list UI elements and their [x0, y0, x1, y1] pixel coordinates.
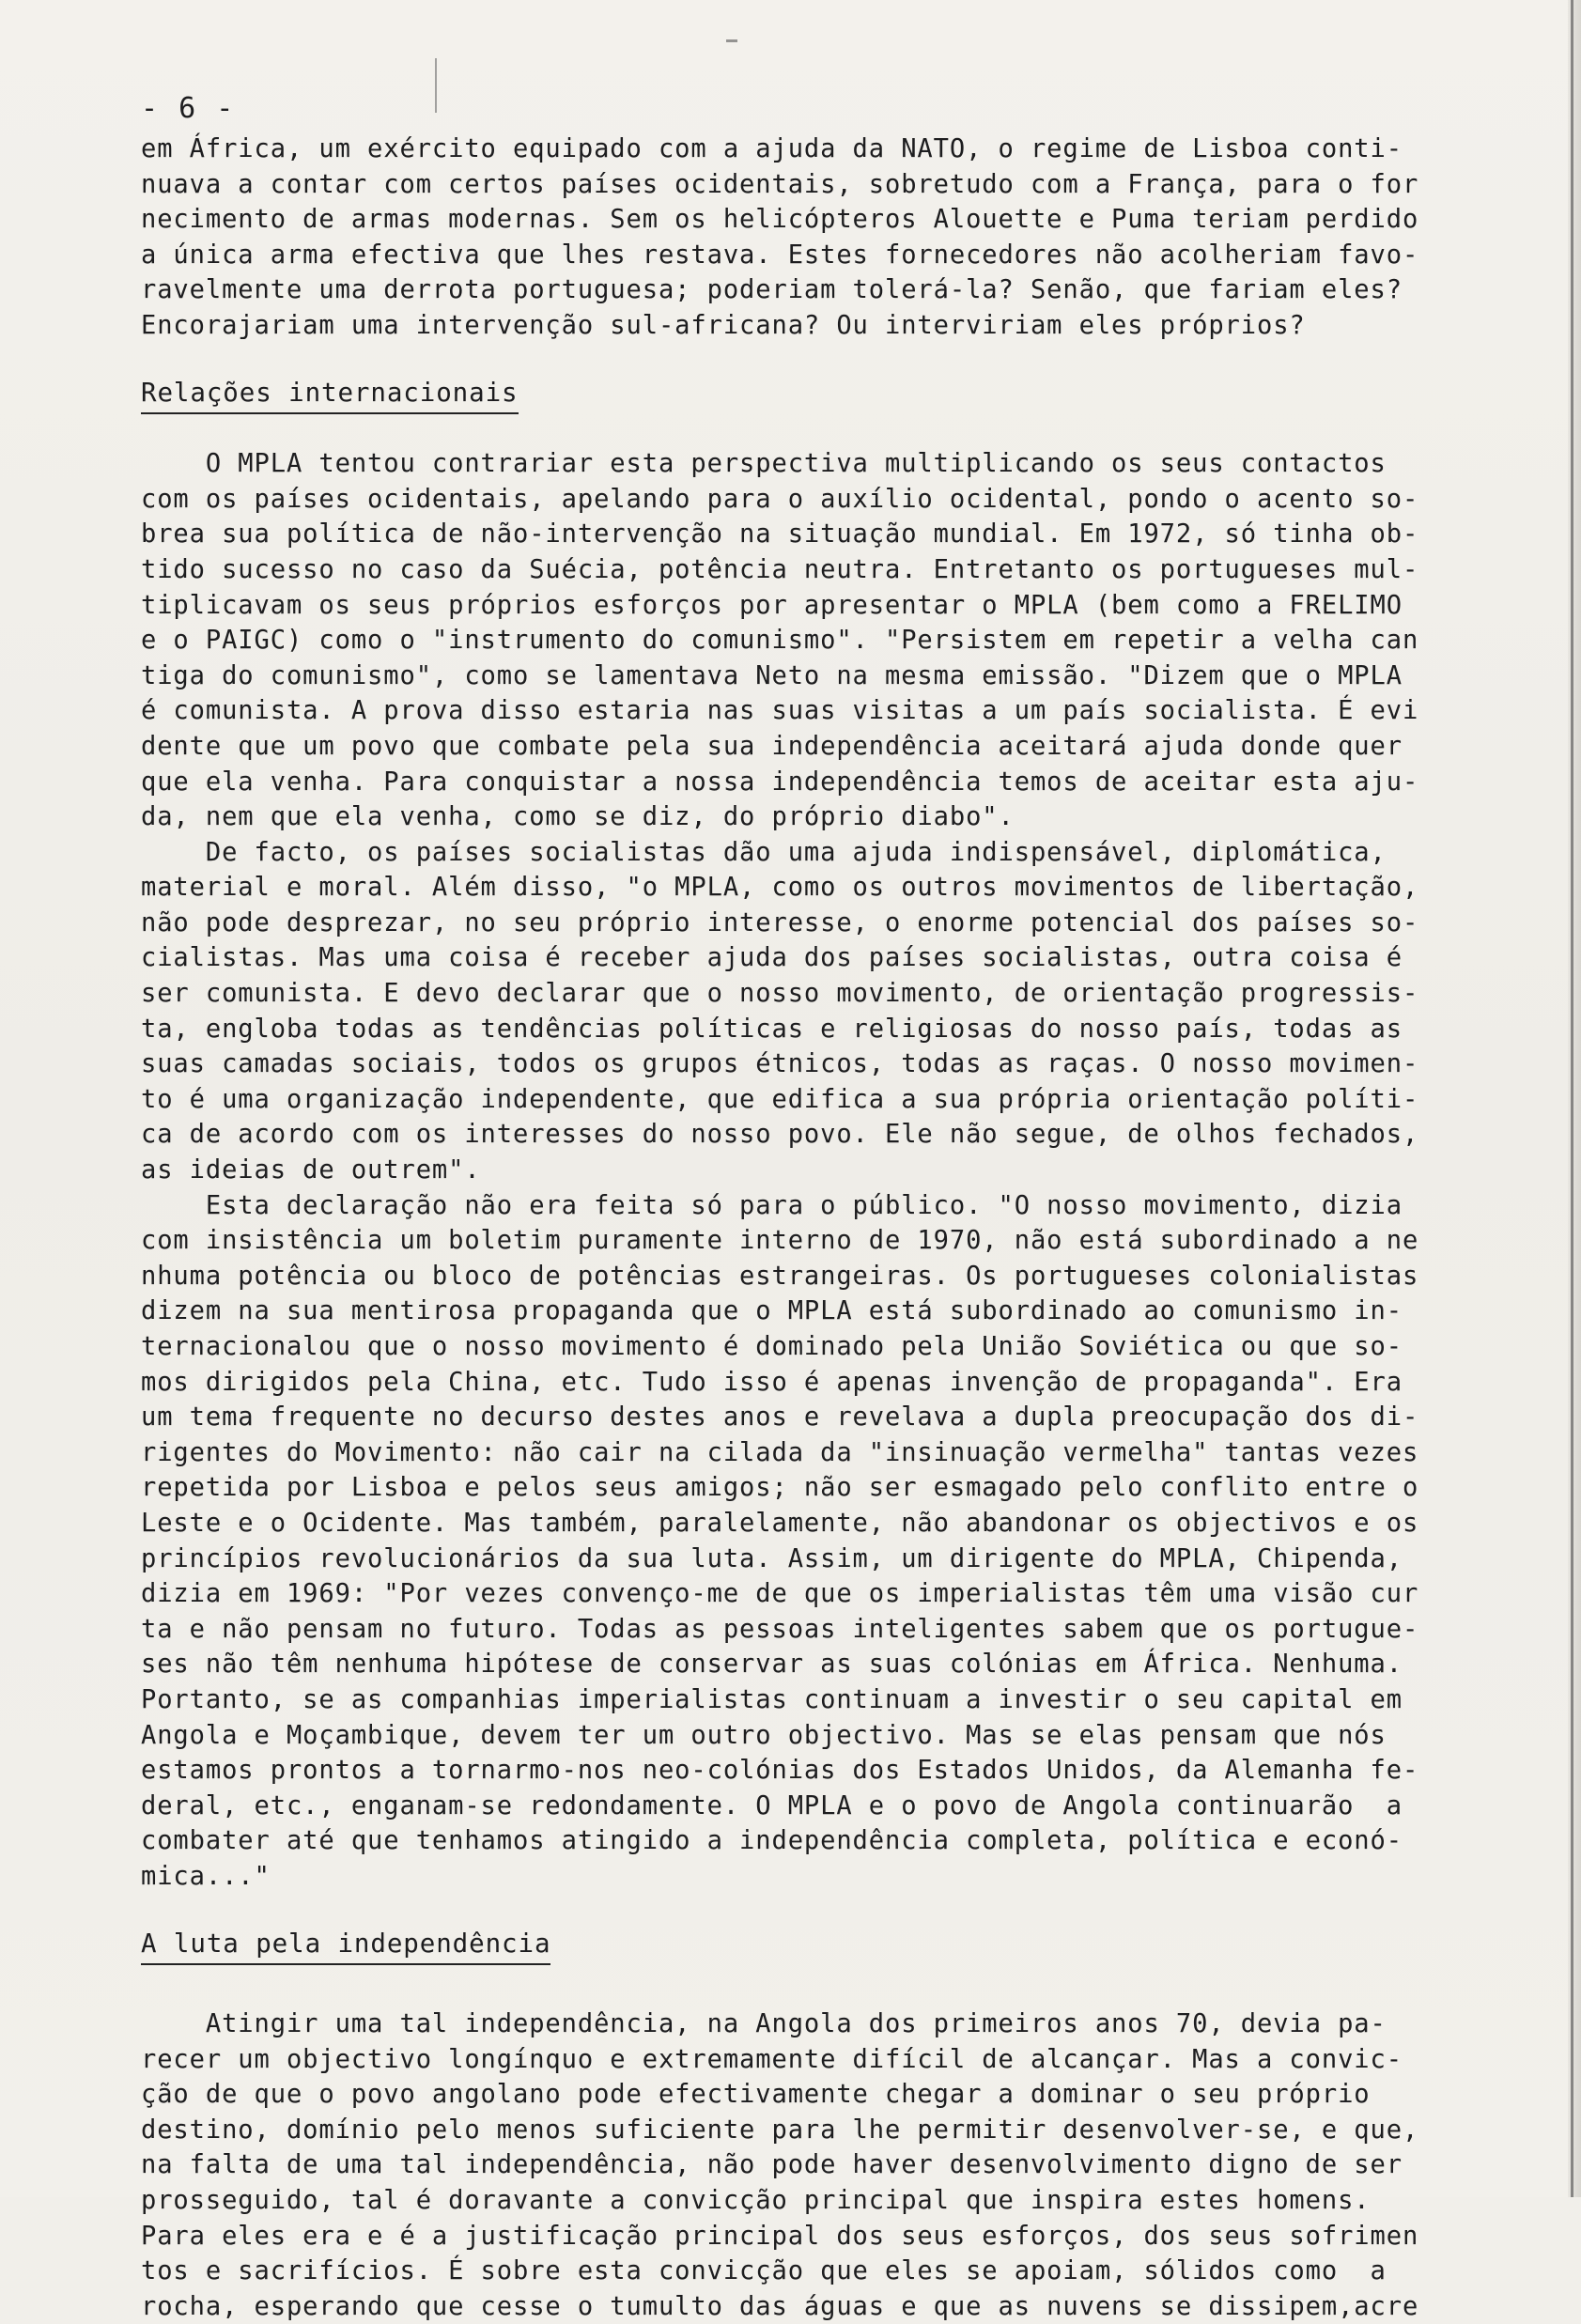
text-line: mos dirigidos pela China, etc. Tudo isso é apenas invenção de propaganda". Era — [141, 1366, 1403, 1397]
text-line: prosseguido, tal é doravante a convicção principal que inspira estes homens. — [141, 2185, 1371, 2216]
text-line: um tema frequente no decurso destes anos e revelava a dupla preocupação dos di- — [141, 1402, 1419, 1433]
text-line: não pode desprezar, no seu próprio interesse, o enorme potencial dos países so- — [141, 906, 1419, 937]
text-line: ser comunista. E devo declarar que o nosso movimento, de orientação progressis- — [141, 978, 1419, 1009]
text-line: Leste e o Ocidente. Mas também, paralelamente, não abandonar os objectivos e os — [141, 1507, 1419, 1538]
text-line: com os países ocidentais, apelando para o auxílio ocidental, pondo o acento so- — [141, 483, 1419, 514]
text-line: tido sucesso no caso da Suécia, potência neutra. Entretanto os portugueses mul- — [141, 553, 1419, 584]
document-body — [141, 132, 1512, 2324]
text-line: Atingir uma tal independência, na Angola dos primeiros anos 70, devia pa- — [141, 2008, 1387, 2039]
text-line: dente que um povo que combate pela sua independência aceitará ajuda donde quer — [141, 730, 1403, 761]
text-line: De facto, os países socialistas dão uma ajuda indispensável, diplomática, — [141, 836, 1387, 867]
text-line: ravelmente uma derrota portuguesa; poderiam tolerá-la? Senão, que fariam eles? — [141, 274, 1403, 305]
text-line: suas camadas sociais, todos os grupos étnicos, todas as raças. O nosso movimen- — [141, 1048, 1419, 1079]
paper-dash-mark — [726, 39, 737, 42]
text-line: tiplicavam os seus próprios esforços por apresentar o MPLA (bem como a FRELIMO — [141, 589, 1403, 620]
text-line: O MPLA tentou contrariar esta perspectiva multiplicando os seus contactos — [141, 448, 1387, 479]
text-line: com insistência um boletim puramente interno de 1970, não está subordinado a ne — [141, 1225, 1419, 1256]
paragraph-arms-supply — [141, 132, 1512, 344]
paragraph-pursuit-of-independence — [141, 2006, 1512, 2324]
text-line: recer um objectivo longínquo e extremamente difícil de alcançar. Mas a convic- — [141, 2043, 1403, 2074]
paper-crease-mark — [435, 58, 437, 113]
paragraph-western-contacts — [141, 446, 1512, 835]
text-line: deral, etc., enganam-se redondamente. O MPLA e o povo de Angola continuarão a — [141, 1789, 1403, 1820]
text-line: to é uma organização independente, que edifica a sua própria orientação políti- — [141, 1083, 1419, 1114]
text-line: destino, domínio pelo menos suficiente para lhe permitir desenvolver-se, e que, — [141, 2114, 1419, 2145]
text-line: repetida por Lisboa e pelos seus amigos; não ser esmagado pelo conflito entre o — [141, 1472, 1419, 1503]
text-line: Esta declaração não era feita só para o público. "O nosso movimento, dizia — [141, 1189, 1403, 1220]
text-line: que ela venha. Para conquistar a nossa independência temos de aceitar esta aju- — [141, 766, 1419, 797]
text-line: e o PAIGC) como o "instrumento do comunismo". "Persistem em repetir a velha can — [141, 625, 1419, 656]
text-line: material e moral. Além disso, "o MPLA, como os outros movimentos de libertação, — [141, 872, 1419, 903]
text-line: nuava a contar com certos países ocidentais, sobretudo com a França, para o for — [141, 168, 1419, 199]
text-line: necimento de armas modernas. Sem os helicópteros Alouette e Puma teriam perdido — [141, 204, 1419, 235]
text-line: dizem na sua mentirosa propaganda que o MPLA está subordinado ao comunismo in- — [141, 1295, 1403, 1326]
section-heading-international-relations: Relações internacionais — [141, 376, 519, 415]
page-number: - 6 - — [141, 92, 236, 125]
paragraph-independent-declaration — [141, 1188, 1512, 1895]
text-line: Encorajariam uma intervenção sul-africana? Ou interviriam eles próprios? — [141, 309, 1306, 340]
text-line: a única arma efectiva que lhes restava. Estes fornecedores não acolheriam favo- — [141, 239, 1419, 270]
text-line: nhuma potência ou bloco de potências estrangeiras. Os portugueses colonialistas — [141, 1260, 1419, 1291]
text-line: dizia em 1969: "Por vezes convenço-me de que os imperialistas têm uma visão cur — [141, 1578, 1419, 1609]
paragraph-socialist-aid — [141, 835, 1512, 1188]
text-line: Portanto, se as companhias imperialistas continuam a investir o seu capital em — [141, 1683, 1403, 1714]
page-edge-line — [1571, 0, 1573, 2197]
text-line: estamos prontos a tornarmo-nos neo-colónias dos Estados Unidos, da Alemanha fe- — [141, 1755, 1419, 1786]
text-line: rocha, esperando que cesse o tumulto das águas e que as nuvens se dissipem,acre — [141, 2290, 1419, 2321]
text-line: combater até que tenhamos atingido a independência completa, política e econó- — [141, 1825, 1403, 1856]
text-line: rigentes do Movimento: não cair na cilada da "insinuação vermelha" tantas vezes — [141, 1436, 1419, 1467]
text-line: em África, um exército equipado com a ajuda da NATO, o regime de Lisboa conti- — [141, 133, 1403, 163]
text-line: ca de acordo com os interesses do nosso povo. Ele não segue, de olhos fechados, — [141, 1119, 1419, 1150]
text-line: é comunista. A prova disso estaria nas suas visitas a um país socialista. É evi — [141, 695, 1419, 726]
text-line: princípios revolucionários da sua luta. Assim, um dirigente do MPLA, Chipenda, — [141, 1542, 1403, 1573]
section-heading-independence-struggle: A luta pela independência — [141, 1927, 550, 1966]
text-line: tos e sacrifícios. É sobre esta convicção que eles se apoiam, sólidos como a — [141, 2255, 1387, 2286]
text-line: as ideias de outrem". — [141, 1154, 481, 1185]
text-line: cialistas. Mas uma coisa é receber ajuda dos países socialistas, outra coisa é — [141, 942, 1403, 973]
text-line: Para eles era e é a justificação principal dos seus esforços, dos seus sofrimen — [141, 2220, 1419, 2251]
text-line: ta e não pensam no futuro. Todas as pessoas inteligentes sabem que os portugue- — [141, 1613, 1419, 1644]
text-line: da, nem que ela venha, como se diz, do próprio diabo". — [141, 801, 1015, 832]
text-line: mica..." — [141, 1860, 271, 1891]
text-line: Angola e Moçambique, devem ter um outro objectivo. Mas se elas pensam que nós — [141, 1719, 1387, 1750]
text-line: ses não têm nenhuma hipótese de conservar as suas colónias em África. Nenhuma. — [141, 1649, 1403, 1680]
text-line: na falta de uma tal independência, não pode haver desenvolvimento digno de ser — [141, 2149, 1403, 2180]
text-line: ção de que o povo angolano pode efectivamente chegar a dominar o seu próprio — [141, 2079, 1371, 2110]
text-line: brea sua política de não-intervenção na situação mundial. Em 1972, só tinha ob- — [141, 519, 1419, 550]
text-line: ta, engloba todas as tendências políticas e religiosas do nosso país, todas as — [141, 1013, 1403, 1044]
text-line: tiga do comunismo", como se lamentava Neto na mesma emissão. "Dizem que o MPLA — [141, 659, 1403, 690]
text-line: ternacionalou que o nosso movimento é dominado pela União Soviética ou que so- — [141, 1331, 1403, 1361]
